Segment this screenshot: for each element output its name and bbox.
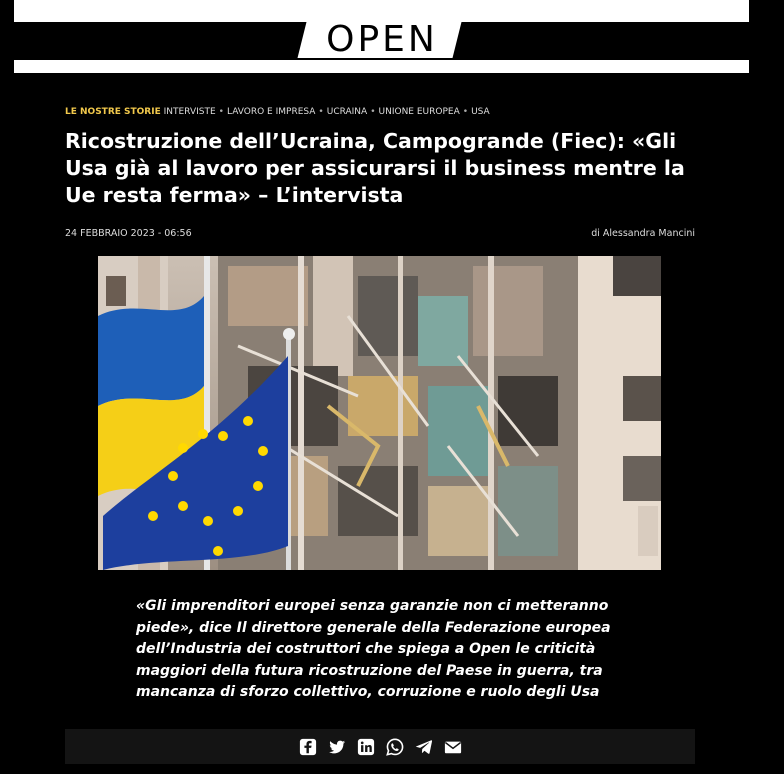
article-title: Ricostruzione dell’Ucraina, Campogrande (Fiec): «Gli Usa già al lavoro per assicurarsi il business mentre la Ue resta ferma» – L’intervista [65, 129, 685, 207]
whatsapp-icon [386, 738, 404, 756]
category-usa[interactable]: USA [471, 107, 490, 117]
separator-dot: • [318, 107, 324, 117]
separator-dot: • [218, 107, 224, 117]
facebook-icon [299, 738, 317, 756]
share-bar [65, 729, 695, 764]
share-email-button[interactable] [443, 737, 463, 757]
article-date: 24 FEBBRAIO 2023 - 06:56 [65, 228, 192, 239]
category-primary[interactable]: LE NOSTRE STORIE [65, 107, 161, 117]
share-linkedin-button[interactable] [356, 737, 376, 757]
category-interviste[interactable]: INTERVISTE [163, 107, 216, 117]
destroyed-building-illustration [98, 256, 661, 570]
category-lavoro-impresa[interactable]: LAVORO E IMPRESA [226, 107, 316, 117]
separator-dot: • [462, 107, 469, 117]
linkedin-icon [357, 738, 375, 756]
share-whatsapp-button[interactable] [385, 737, 405, 757]
twitter-icon [328, 738, 346, 756]
article-lead: «Gli imprenditori europei senza garanzie non ci metteranno piede», dice Il direttore generale della Federazione europea dell’Industria dei costruttori che spiega a Open le criticità maggiori della futura ricostruzione del Paese in guerra, tra mancanza di sforzo collettivo, corruzione e ruolo degli Usa [136, 598, 611, 700]
separator-dot: • [370, 107, 376, 117]
hero-image [98, 256, 661, 570]
article-author[interactable]: di Alessandra Mancini [591, 228, 695, 239]
category-ucraina[interactable]: UCRAINA [326, 107, 368, 117]
share-twitter-button[interactable] [327, 737, 347, 757]
telegram-icon [415, 738, 433, 756]
category-unione-europea[interactable]: UNIONE EUROPEA [378, 107, 460, 117]
site-logo[interactable]: OPEN [326, 19, 438, 60]
category-list [65, 107, 490, 117]
email-icon [444, 738, 462, 756]
share-telegram-button[interactable] [414, 737, 434, 757]
share-facebook-button[interactable] [298, 737, 318, 757]
